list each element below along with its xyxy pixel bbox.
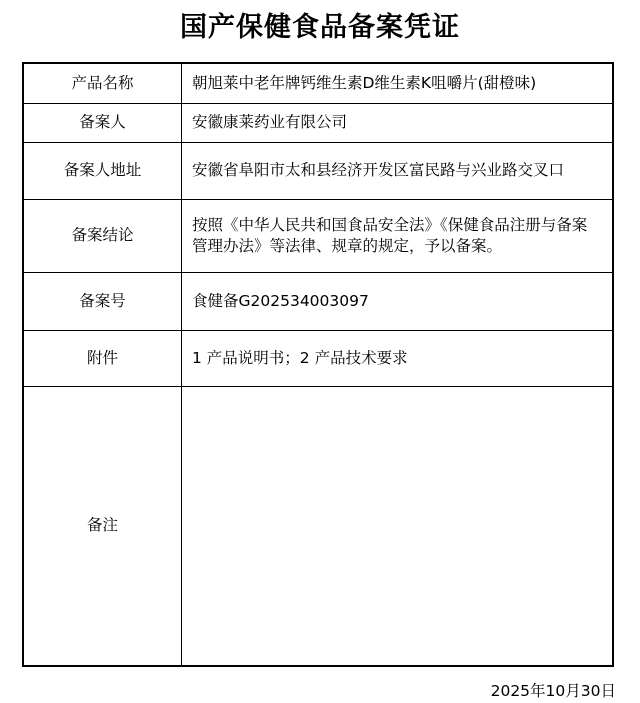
record-number-label: 备案号 xyxy=(23,272,182,330)
issue-date: 2025年10月30日 xyxy=(490,682,616,700)
row-record-number xyxy=(23,272,613,330)
attachments-label: 附件 xyxy=(23,330,182,386)
filer-address-label: 备案人地址 xyxy=(23,142,182,199)
row-filer xyxy=(23,103,613,142)
filer-value: 安徽康莱药业有限公司 xyxy=(182,103,614,142)
product-name-label: 产品名称 xyxy=(23,63,182,103)
product-name-value: 朝旭莱中老年牌钙维生素D维生素K咀嚼片(甜橙味) xyxy=(182,63,614,103)
filing-record-table xyxy=(22,62,614,667)
conclusion-value: 按照《中华人民共和国食品安全法》《保健食品注册与备案管理办法》等法律、规章的规定，予以备案。 xyxy=(182,199,614,272)
row-product-name xyxy=(23,63,613,103)
page-title: 国产保健食品备案凭证 xyxy=(180,12,460,43)
filer-address-value: 安徽省阜阳市太和县经济开发区富民路与兴业路交叉口 xyxy=(182,142,614,199)
conclusion-label: 备案结论 xyxy=(23,199,182,272)
row-conclusion xyxy=(23,199,613,272)
attachments-value: 1 产品说明书；2 产品技术要求 xyxy=(182,330,614,386)
remarks-label: 备注 xyxy=(23,386,182,666)
filer-label: 备案人 xyxy=(23,103,182,142)
remarks-value xyxy=(182,386,614,666)
row-attachments xyxy=(23,330,613,386)
row-remarks xyxy=(23,386,613,666)
record-number-value: 食健备G202534003097 xyxy=(182,272,614,330)
row-filer-address xyxy=(23,142,613,199)
